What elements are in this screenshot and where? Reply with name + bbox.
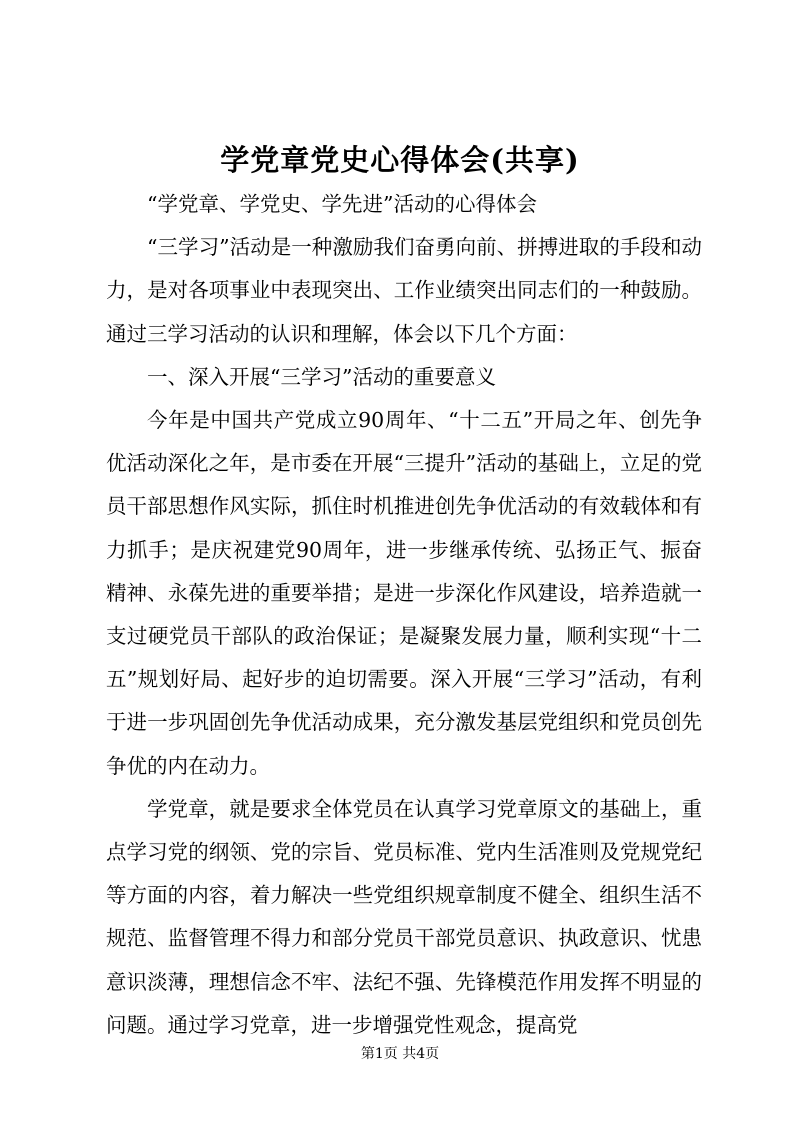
document-title: 学党章党史心得体会(共享) bbox=[220, 143, 580, 177]
body-paragraph: 今年是中国共产党成立90周年、“十二五”开局之年、创先争优活动深化之年，是市委在开展“三提升”活动的基础上，立足的党员干部思想作风实际，抓住时机推进创先争优活动的有效载体和有力抓手；是庆祝建党90周年，进一步继承传统、弘扬正气、振奋精神、永葆先进的重要举措；是进一步深化作风建设，培养造就一支过硬党员干部队的政治保证；是凝聚发展力量，顺利实现“十二五”规划好局、起好步的迫切需要。深入开展“三学习”活动，有利于进一步巩固创先争优活动成果，充分激发基层党组织和党员创先争优的内在动力。 bbox=[106, 408, 702, 778]
subtitle-paragraph: “学党章、学党史、学先进”活动的心得体会 bbox=[147, 192, 537, 216]
body-paragraph: 学党章，就是要求全体党员在认真学习党章原文的基础上，重点学习党的纲领、党的宗旨、党员标准、党内生活准则及党规党纪等方面的内容，着力解决一些党组织规章制度不健全、组织生活不规范、监督管理不得力和部分党员干部党员意识、执政意识、忧患意识淡薄，理想信念不牢、法纪不强、先锋模范作用发挥不明显的问题。通过学习党章，进一步增强党性观念，提高党 bbox=[106, 796, 702, 1037]
section-heading: 一、深入开展“三学习”活动的重要意义 bbox=[147, 364, 496, 389]
page-number-footer: 第1页 共4页 bbox=[360, 1046, 440, 1062]
intro-paragraph: “三学习”活动是一种激励我们奋勇向前、拼搏进取的手段和动力，是对各项事业中表现突出、工作业绩突出同志们的一种鼓励。通过三学习活动的认识和理解，体会以下几个方面： bbox=[106, 235, 702, 346]
document-body bbox=[106, 183, 702, 1047]
